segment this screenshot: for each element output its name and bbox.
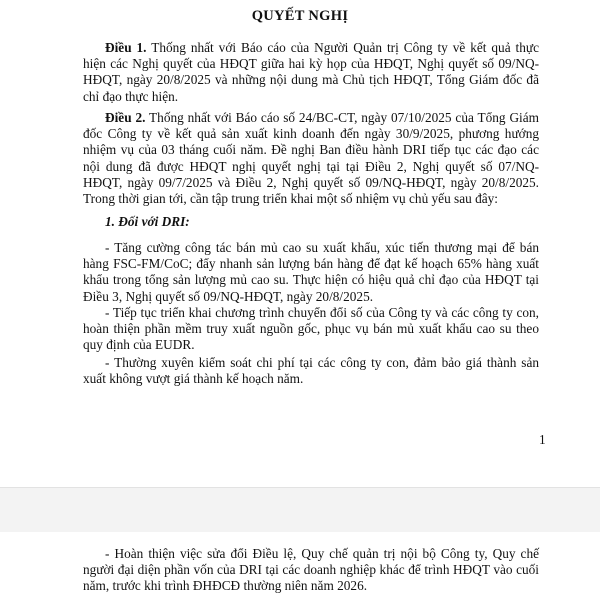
document-title: QUYẾT NGHỊ <box>251 8 349 24</box>
bullet-digital-transformation: - Tiếp tục triển khai chương trình chuyển đổi số của Công ty và các công ty con, hoàn thiện phần mềm truy xuất nguồn gốc, phục vụ bán mủ xuất khẩu cao su theo quy định của EUDR. <box>83 305 539 353</box>
page-number: 1 <box>539 432 546 447</box>
page-separator <box>0 487 600 533</box>
article-2-text: Thống nhất với Báo cáo số 24/BC-CT, ngày 07/10/2025 của Tổng Giám đốc Công ty về kết quả sản xuất kinh doanh đến ngày 30/9/2025, phương hướng nhiệm vụ của 03 tháng cuối năm. Đề nghị Ban điều hành DRI tiếp tục các đạo các nội dung đã được HĐQT nghị quyết nghị tại tại Điều 2, Nghị quyết số 07/NQ-HĐQT, ngày 09/7/2025 và Điều 2, Nghị quyết số 09/NQ-HĐQT, ngày 20/8/2025. Trong thời gian tới, cần tập trung triển khai một số nhiệm vụ chủ yếu sau đây: <box>83 110 539 207</box>
article-2-paragraph <box>83 110 539 207</box>
bullet-export-sales: - Tăng cường công tác bán mủ cao su xuất khẩu, xúc tiến thương mại để bán hàng FSC-FM/CoC; đẩy nhanh sản lượng bán hàng để đạt kế hoạch 65% hàng xuất khẩu trong tổng sản lượng mủ cao su. Thực hiện có hiệu quả chỉ đạo của HĐQT tại Điều 3, Nghị quyết số 09/NQ-HĐQT, ngày 20/8/2025. <box>83 240 539 304</box>
article-1-label: Điều 1. <box>105 40 147 55</box>
article-2-label: Điều 2. <box>105 110 146 125</box>
article-1-paragraph <box>83 40 539 105</box>
section-1-heading: 1. Đối với DRI: <box>105 214 190 229</box>
article-1-text: Thống nhất với Báo cáo của Người Quản trị Công ty về kết quả thực hiện các Nghị quyết của HĐQT giữa hai kỳ họp của HĐQT, Nghị quyết số 09/NQ-HĐQT, ngày 20/8/2025 và những nội dung mà Chủ tịch HĐQT, Tổng Giám đốc đã chỉ đạo thực hiện. <box>83 40 539 104</box>
bullet-cost-control: - Thường xuyên kiểm soát chi phí tại các công ty con, đảm bảo giá thành sản xuất không vượt giá thành kế hoạch năm. <box>83 355 539 387</box>
document-page-2 <box>0 532 600 600</box>
bullet-charter-amendment: - Hoàn thiện việc sửa đổi Điều lệ, Quy chế quản trị nội bộ Công ty, Quy chế người đại diện phần vốn của DRI tại các doanh nghiệp khác để trình HĐQT vào cuối năm, trước khi trình ĐHĐCĐ thường niên năm 2026. <box>83 546 539 594</box>
